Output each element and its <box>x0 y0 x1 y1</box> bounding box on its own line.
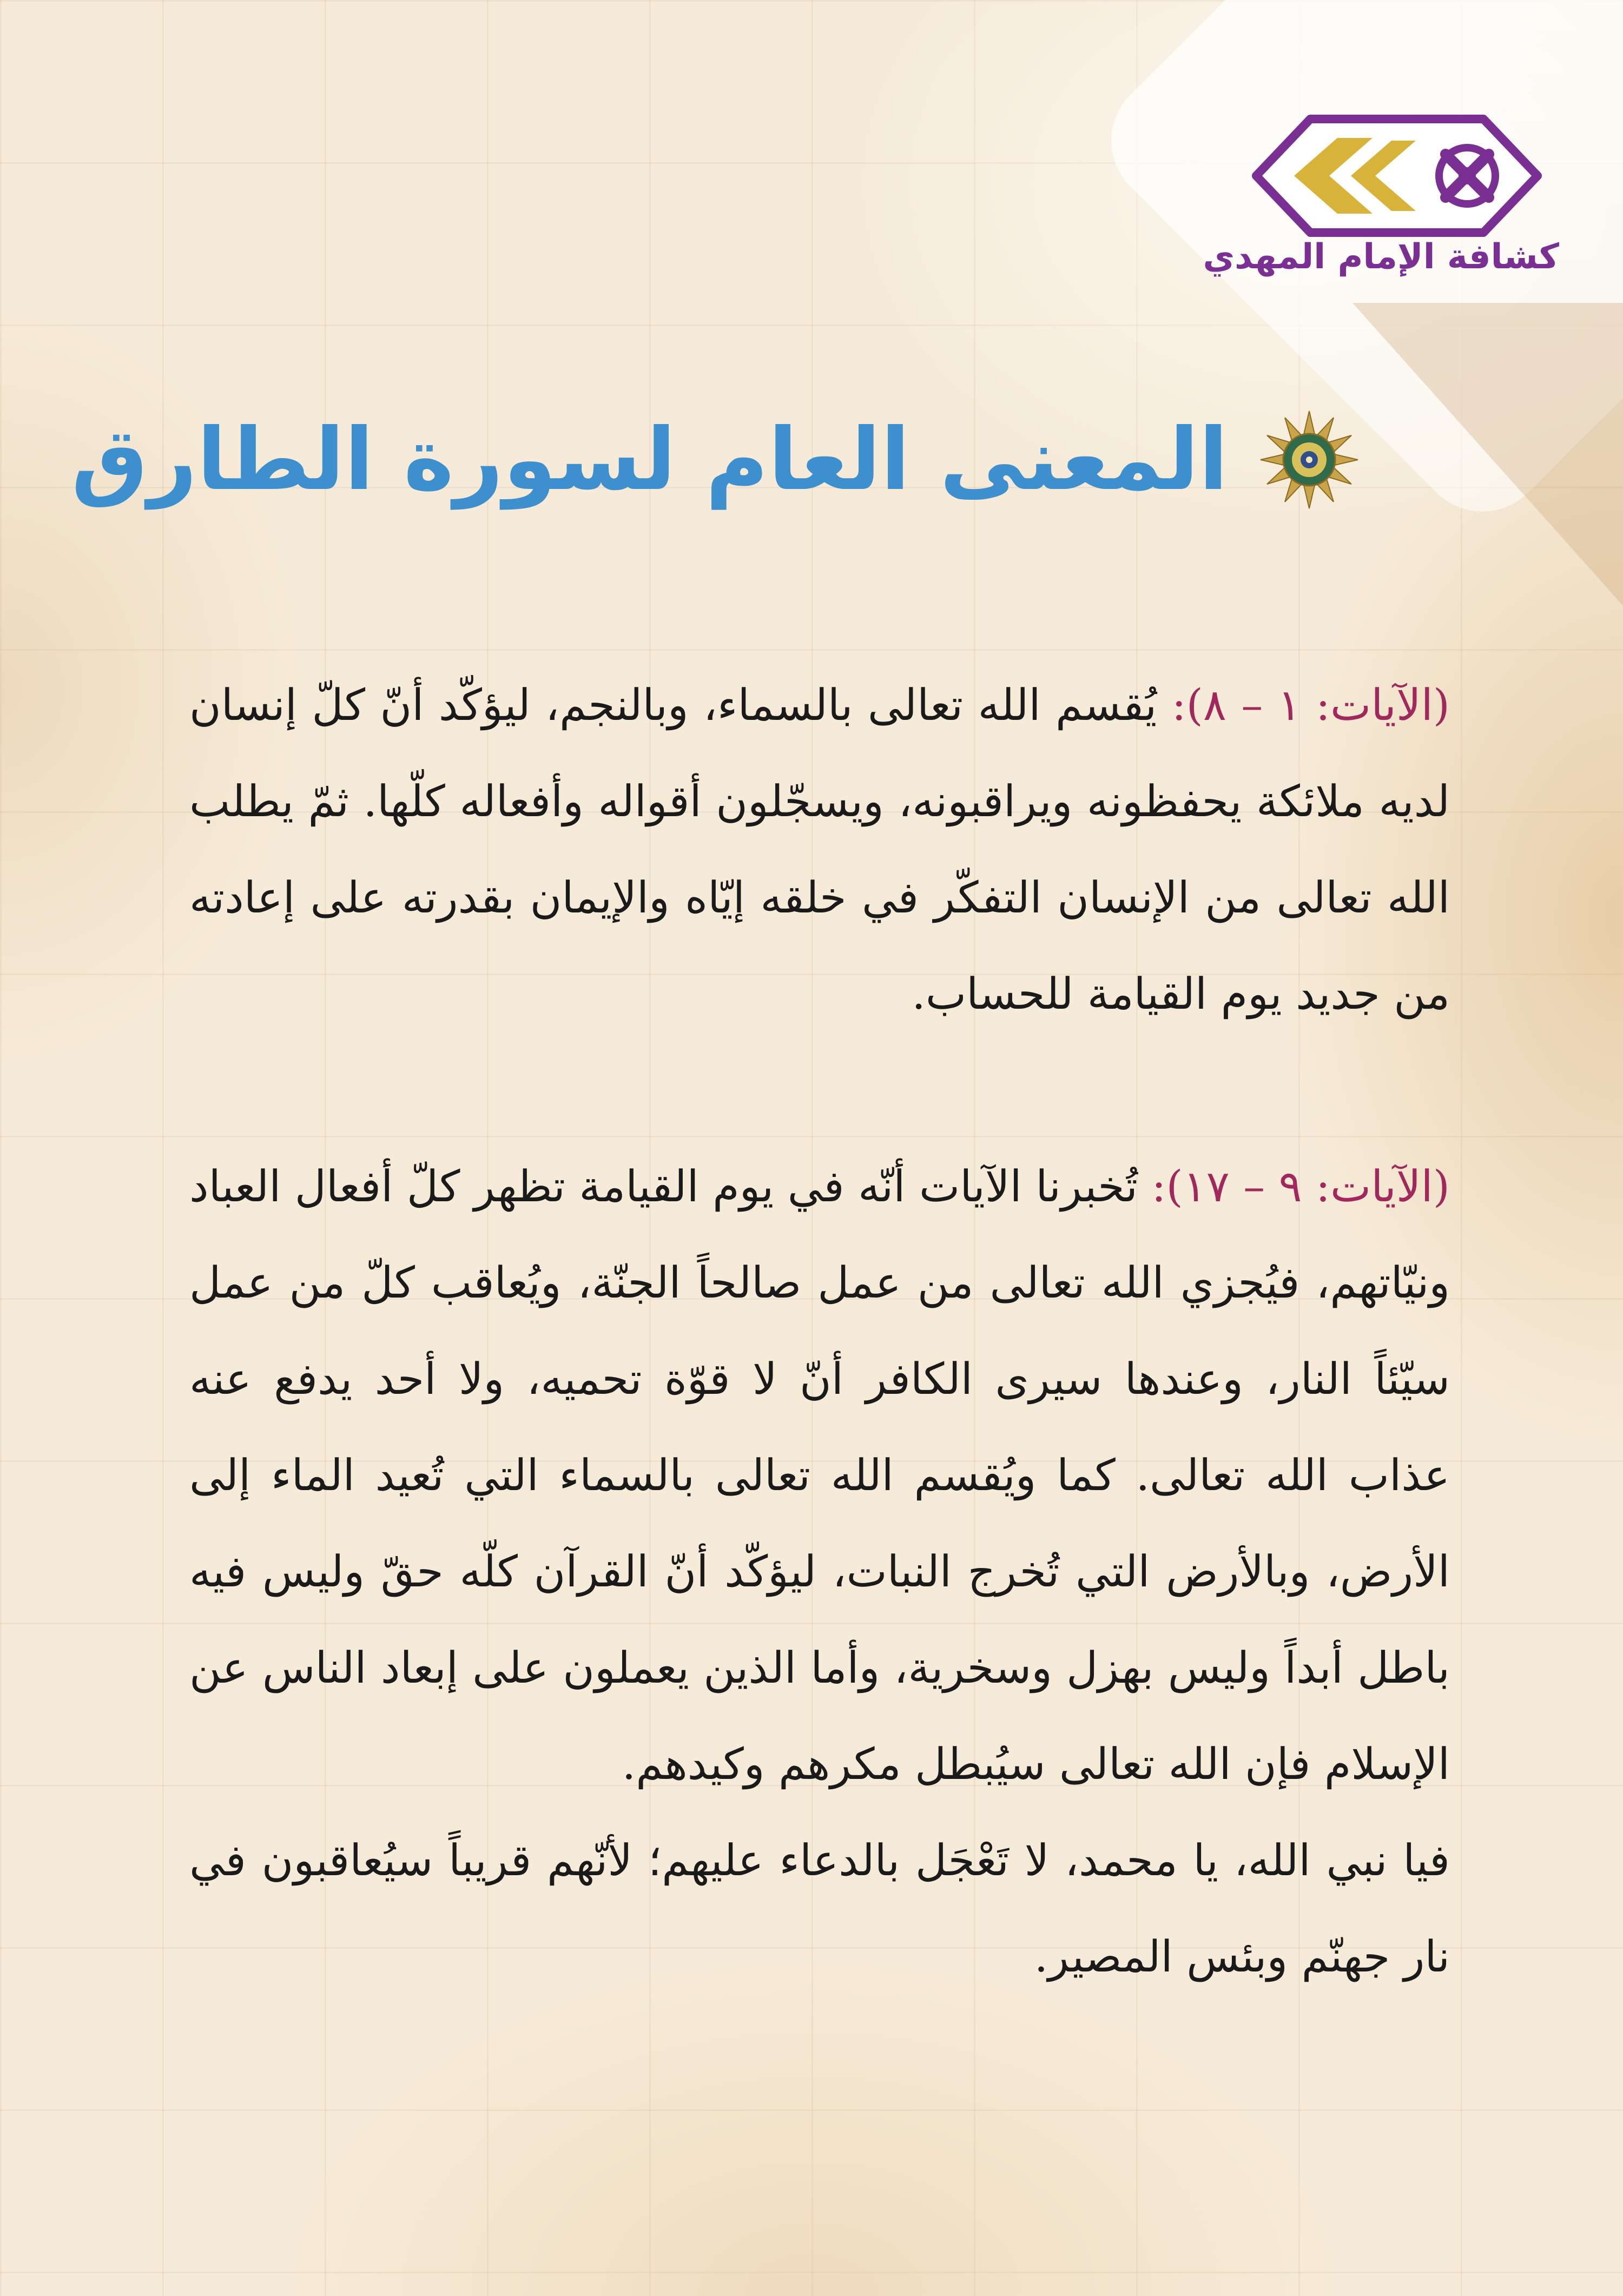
verse-reference: (الآيات: ١ – ٨): <box>1171 680 1450 730</box>
logo-mark-icon <box>1235 114 1559 238</box>
verse-reference: (الآيات: ٩ – ١٧): <box>1151 1161 1450 1212</box>
page-title: المعنى العام لسورة الطارق <box>71 410 1228 510</box>
corner-fold <box>1352 303 1623 606</box>
closing-paragraph: فيا نبي الله، يا محمد، لا تَعْجَل بالدعاء عليهم؛ لأنّهم قريباً سيُعاقبون في نار جهنّم وبئس المصير. <box>189 1835 1450 1982</box>
section-verses-1-8 <box>189 657 1450 1042</box>
logo-text: كشافة الإمام المهدي <box>1203 237 1559 277</box>
section-text: تُخبرنا الآيات أنّه في يوم القيامة تظهر كلّ أفعال العباد ونيّاتهم، فيُجزي الله تعالى من عمل صالحاً الجنّة، ويُعاقب كلّ من عمل سيّئاً النار، وعندها سيرى الكافر أنّ لا قوّة تحميه، ولا أحد يدفع عنه عذاب الله تعالى. كما ويُقسم الله تعالى بالسماء التي تُعيد الماء إلى الأرض، وبالأرض التي تُخرج النبات، ليؤكّد أنّ القرآن كلّه حقّ وليس فيه باطل أبداً وليس بهزل وسخرية، وأما الذين يعملون على إبعاد الناس عن الإسلام فإن الله تعالى سيُبطل مكرهم وكيدهم. <box>189 1161 1450 1789</box>
title-row <box>71 389 1363 530</box>
main-content <box>189 657 1450 2005</box>
scouts-logo <box>1203 114 1559 308</box>
flower-ornament-icon <box>1255 406 1363 514</box>
section-text: يُقسم الله تعالى بالسماء، وبالنجم، ليؤكّد أنّ كلّ إنسان لديه ملائكة يحفظونه ويراقبونه، ويسجّلون أقواله وأفعاله كلّها. ثمّ يطلب الله تعالى من الإنسان التفكّر في خلقه إيّاه والإيمان بقدرته على إعادته من جديد يوم القيامة للحساب. <box>189 680 1450 1019</box>
section-verses-9-17 <box>189 1139 1450 1812</box>
